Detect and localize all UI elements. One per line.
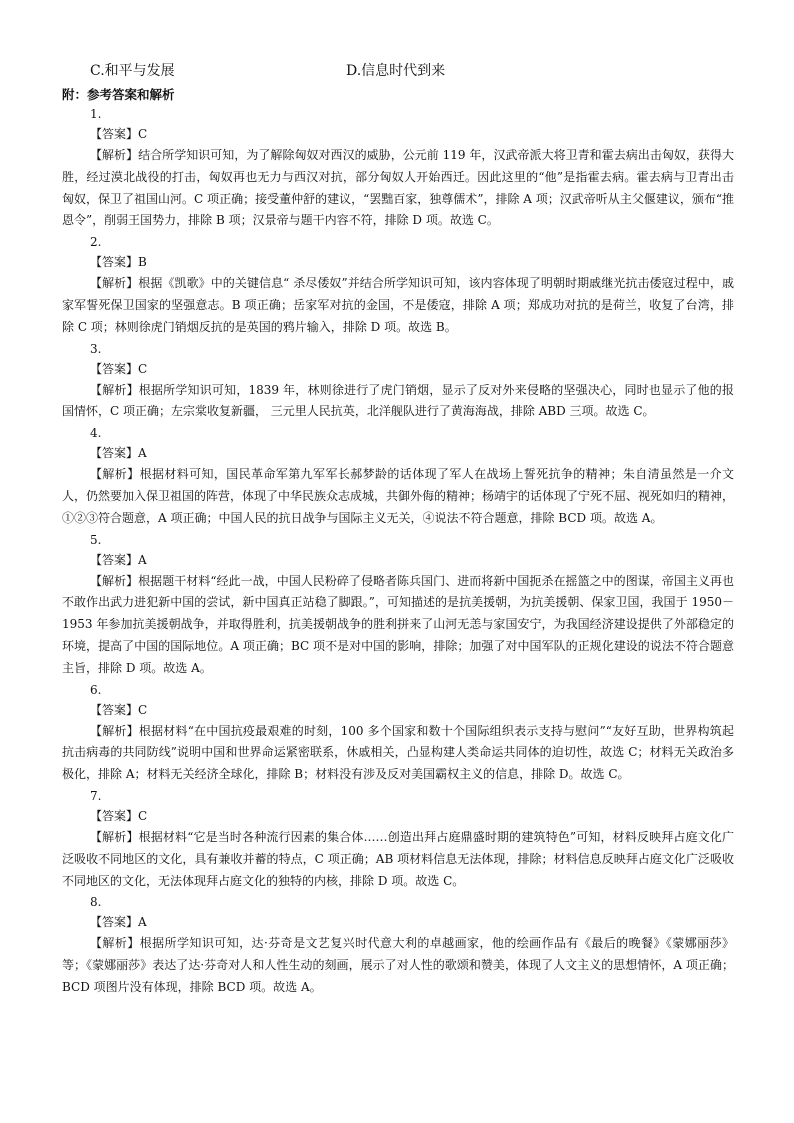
question-number: 4.	[90, 426, 102, 441]
answer-line: 【答案】C	[90, 808, 148, 823]
answer-line: 【答案】C	[90, 361, 148, 376]
explanation-text: 【解析】根据材料可知，国民革命军第九军军长郝梦龄的话体现了军人在战场上誓死抗争的精神；朱自清虽然是一介文人，仍然要加入保卫祖国的阵营，体现了中华民族众志成城，共御外侮的精神；杨靖宇的话体现了宁死不屈、视死如归的精神，①②③符合题意，A 项正确；中国人民的抗日战争与国际主义无关，④说法不符合题意，排除 BCD 项。故选 A。	[62, 467, 735, 525]
answer-item-6	[62, 680, 734, 786]
answer-list	[62, 104, 734, 999]
answer-line: 【答案】A	[90, 446, 147, 461]
previous-question-options	[90, 60, 730, 84]
explanation-text: 【解析】根据所学知识可知，1839 年，林则徐进行了虎门销烟，显示了反对外来侵略的坚强决心，同时也显示了他的报国情怀，C 项正确；左宗棠收复新疆， 三元里人民抗英，北洋舰队进行了黄海海战，排除 ABD 三项。故选 C。	[62, 382, 734, 419]
question-number: 8.	[90, 895, 102, 910]
answer-item-4	[62, 423, 734, 529]
answer-item-8	[62, 892, 734, 998]
answer-line: 【答案】A	[90, 552, 147, 567]
question-number: 2.	[90, 235, 102, 250]
explanation-text: 【解析】根据材料“在中国抗疫最艰难的时刻，100 多个国家和数十个国际组织表示支持与慰问”“友好互助，世界构筑起抗击病毒的共同防线”说明中国和世界命运紧密联系，休戚相关，凸显构建人类命运共同体的迫切性，故选 C；材料无关政治多极化，排除 A；材料无关经济全球化，排除 B；材料没有涉及反对美国霸权主义的信息，排除 D。故选 C。	[62, 723, 734, 782]
option-d: D.信息时代到来	[346, 63, 446, 79]
answer-line: 【答案】C	[90, 127, 148, 141]
answer-item-5	[62, 530, 734, 680]
answer-line: 【答案】A	[90, 915, 147, 930]
answers-heading: 附：参考答案和解析	[62, 87, 175, 102]
option-c: C.和平与发展	[90, 63, 175, 79]
question-number: 1.	[90, 107, 102, 121]
explanation-text: 【解析】结合所学知识可知，为了解除匈奴对西汉的威胁，公元前 119 年，汉武帝派大将卫青和霍去病出击匈奴，获得大胜，经过漠北战役的打击，匈奴再也无力与西汉对抗，部分匈奴人开始西迁。因此这里的“他”是指霍去病。霍去病与卫青出击匈奴，保卫了祖国山河。C 项正确；接受董仲舒的建议，“罢黜百家，独尊儒术”，排除 A 项；汉武帝听从主父偃建议，颁布“推恩令”，削弱王国势力，排除 B 项；汉景帝与题干内容不符，排除 D 项。故选 C。	[62, 148, 734, 228]
answer-item-3	[62, 339, 734, 424]
answer-item-7	[62, 786, 734, 892]
answer-line: 【答案】B	[90, 255, 147, 270]
question-number: 5.	[90, 532, 102, 547]
question-number: 7.	[90, 788, 102, 803]
answer-item-2	[62, 232, 734, 338]
answer-line: 【答案】C	[90, 702, 148, 717]
explanation-text: 【解析】根据所学知识可知，达·芬奇是文艺复兴时代意大利的卓越画家，他的绘画作品有《最后的晚餐》《蒙娜丽莎》等；《蒙娜丽莎》表达了达·芬奇对人和人性生动的刻画，展示了对人性的歌颂和赞美，体现了人文主义的思想情怀，A 项正确；BCD 项图片没有体现，排除 BCD 项。故选 A。	[62, 936, 734, 994]
explanation-text: 【解析】根据题干材料“经此一战，中国人民粉碎了侵略者陈兵国门、进而将新中国扼杀在摇篮之中的图谋，帝国主义再也不敢作出武力进犯新中国的尝试，新中国真正站稳了脚跟。”，可知描述的是抗美援朝，为抗美援朝、保家卫国，我国于 1950－1953 年参加抗美援朝战争，并取得胜利，抗美援朝战争的胜利拼来了山河无恙与家国安宁，为我国经济建设提供了外部稳定的环境，提高了中国的国际地位。A 项正确；BC 项不是对中国的影响，排除；加强了对中国军队的正规化建设的说法不符合题意主旨，排除 D 项。故选 A。	[62, 573, 734, 675]
answer-item-1	[62, 104, 734, 232]
explanation-text: 【解析】根据材料“它是当时各种流行因素的集合体……创造出拜占庭鼎盛时期的建筑特色”可知，材料反映拜占庭文化广泛吸收不同地区的文化，具有兼收并蓄的特点，C 项正确；AB 项材料信息无法体现，排除；材料信息反映拜占庭文化广泛吸收不同地区的文化，无法体现拜占庭文化的独特的内核，排除 D 项。故选 C。	[62, 829, 734, 888]
explanation-text: 【解析】根据《凯歌》中的关键信息“ 杀尽倭奴”并结合所学知识可知，该内容体现了明朝时期戚继光抗击倭寇过程中，戚家军誓死保卫国家的坚强意志。B 项正确；岳家军对抗的金国，不是倭寇，排除 A 项；郑成功对抗的是荷兰，收复了台湾，排除 C 项；林则徐虎门销烟反抗的是英国的鸦片输入，排除 D 项。故选 B。	[62, 276, 734, 334]
question-number: 6.	[90, 682, 102, 697]
question-number: 3.	[90, 341, 102, 356]
